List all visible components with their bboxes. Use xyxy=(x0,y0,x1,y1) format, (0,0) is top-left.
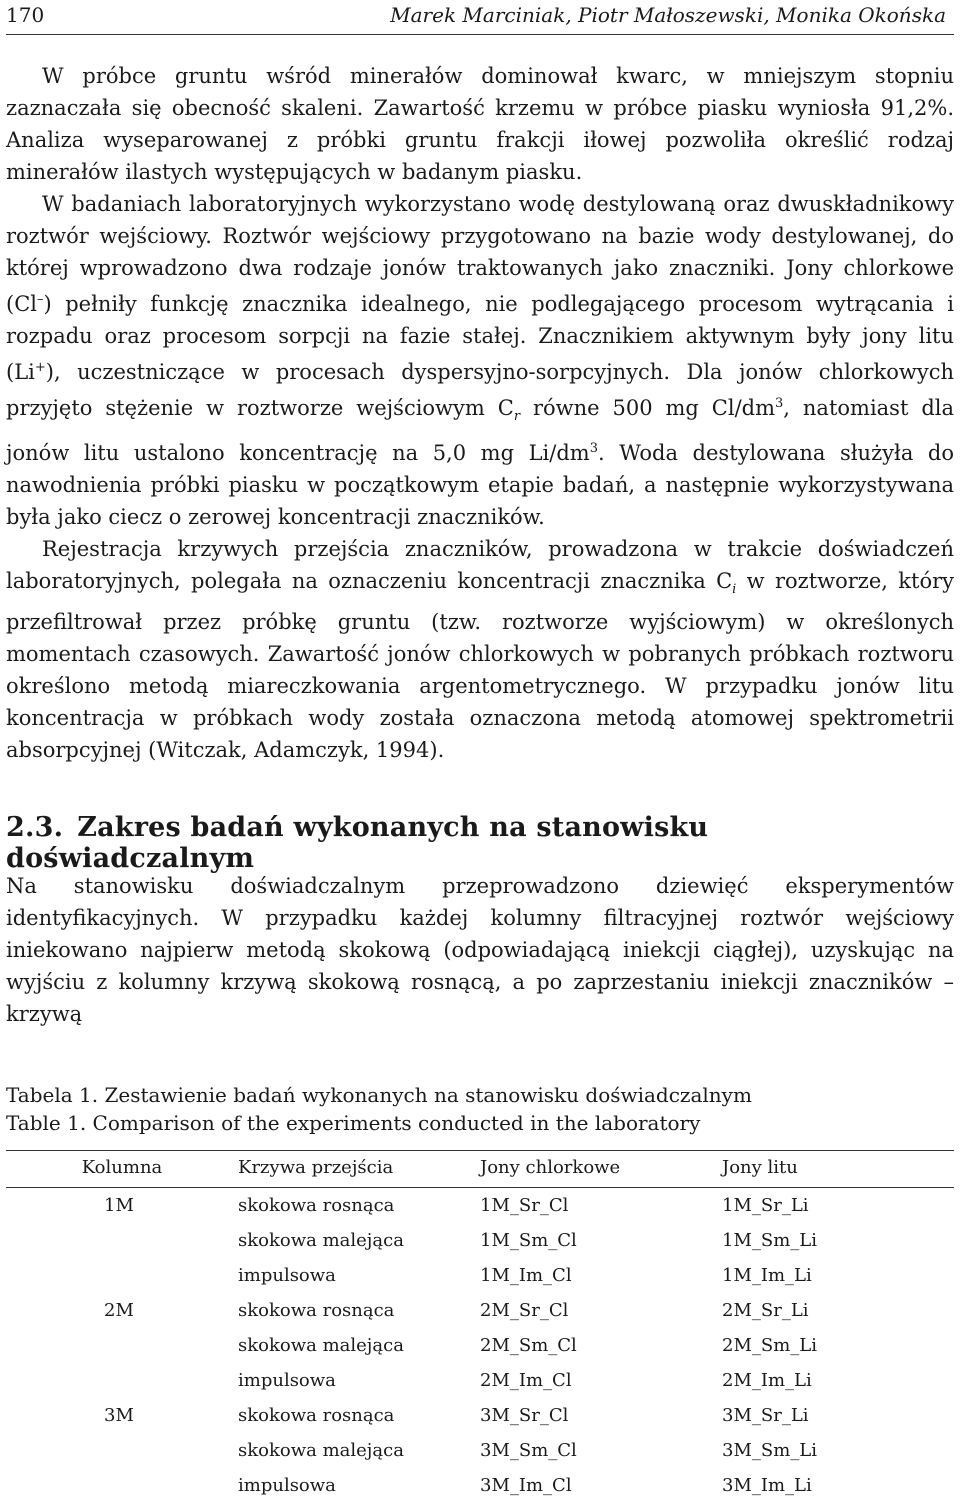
cell: 1M_Sm_Cl xyxy=(480,1230,577,1251)
text-run: , natomiast dla jonów litu ustalono koncentrację na 5,0 mg Li/dm xyxy=(6,396,954,466)
table-row xyxy=(6,1363,954,1398)
header-chlorkowe: Jony chlorkowe xyxy=(480,1151,722,1188)
superscript: 3 xyxy=(775,396,784,411)
cell xyxy=(6,1363,238,1398)
paragraph-minerals: W próbce gruntu wśród minerałów dominował kwarc, w mniejszym stopniu zaznaczała się obecność skaleni. Zawartość krzemu w próbce piasku wyniosła 91,2%. Analiza wyseparowanej z próbki gruntu frakcji iłowej pozwoliła określić rodzaj minerałów ilastych występujących w badanym piasku. xyxy=(6,64,954,184)
header-krzywa: Krzywa przejścia xyxy=(238,1151,480,1188)
cell: 2M_Sm_Cl xyxy=(480,1335,577,1356)
subscript: r xyxy=(513,409,521,425)
text-run: ) pełniły funkcję znacznika idealnego, nie podlegającego procesom wytrącania i rozpadu oraz procesom sorpcji na fazie stałej. Znacznikiem aktywnym były jony litu (Li xyxy=(6,292,954,384)
table-row xyxy=(6,1398,954,1433)
table-row xyxy=(6,1223,954,1258)
table-row xyxy=(6,1468,954,1503)
header-divider xyxy=(6,34,954,35)
cell: 2M_Sr_Li xyxy=(722,1300,809,1321)
paragraph-registration xyxy=(6,533,954,766)
cell: 2M xyxy=(104,1300,134,1321)
section-number: 2.3. xyxy=(6,812,64,843)
cell xyxy=(6,1258,238,1293)
paragraph-solutions xyxy=(6,188,954,533)
cell: skokowa rosnąca xyxy=(238,1300,395,1321)
cell: 3M_Sr_Cl xyxy=(480,1405,569,1426)
cell: 1M_Sr_Cl xyxy=(480,1195,569,1216)
section-heading xyxy=(6,812,960,874)
cell: 3M_Sm_Li xyxy=(722,1440,817,1461)
cell: 3M_Im_Cl xyxy=(480,1475,572,1496)
table-row xyxy=(6,1293,954,1328)
cell: 3M_Im_Li xyxy=(722,1475,812,1496)
table-row xyxy=(6,1328,954,1363)
text-run: w roztworze, który przefiltrował przez próbkę gruntu (tzw. roztworze wyjściowym) w określonych momentach czasowych. Zawartość jonów chlorkowych w pobranych próbkach roztworu określono metodą miareczkowania argentometrycznego. W przypadku jonów litu koncentracja w próbkach wody została oznaczona metodą atomowej spektrometrii absorpcyjnej (Witczak, Adamczyk, 1994). xyxy=(6,569,954,763)
cell xyxy=(6,1328,238,1363)
cell: 1M_Sm_Li xyxy=(722,1230,817,1251)
experiments-table xyxy=(6,1150,954,1503)
cell: 2M_Sm_Li xyxy=(722,1335,817,1356)
cell: 1M_Im_Li xyxy=(722,1265,812,1286)
page-number: 170 xyxy=(6,3,45,27)
running-head-authors: Marek Marciniak, Piotr Małoszewski, Monika Okońska xyxy=(390,3,946,27)
table-row xyxy=(6,1188,954,1224)
cell: 2M_Im_Cl xyxy=(480,1370,572,1391)
table-row xyxy=(6,1258,954,1293)
text-run: równe 500 mg Cl/dm xyxy=(520,396,776,420)
text-run: W badaniach laboratoryjnych wykorzystano wodę destylowaną oraz dwuskładnikowy roztwór wejściowy. Roztwór wejściowy przygotowano na bazie wody destylowanej, do której wprowadzono dwa rodzaje jonów traktowanych jako znaczniki. Jony chlorkowe (Cl xyxy=(6,192,954,316)
cell: impulsowa xyxy=(238,1475,336,1496)
body-text-lower xyxy=(6,870,954,1030)
page-header xyxy=(6,3,946,33)
cell: 2M_Im_Li xyxy=(722,1370,812,1391)
header-litu: Jony litu xyxy=(722,1151,954,1188)
cell: 1M_Im_Cl xyxy=(480,1265,572,1286)
cell: 3M xyxy=(104,1405,134,1426)
text-run: ), uczestniczące w procesach dyspersyjno-sorpcyjnych. Dla jonów chlorkowych przyjęto stężenie w roztworze wejściowym C xyxy=(6,360,954,420)
table-caption-pl: Tabela 1. Zestawienie badań wykonanych na stanowisku doświadczalnym xyxy=(6,1083,752,1107)
cell: skokowa malejąca xyxy=(238,1230,404,1251)
table-caption-en: Table 1. Comparison of the experiments conducted in the laboratory xyxy=(6,1111,701,1135)
superscript: 3 xyxy=(589,441,598,457)
superscript: + xyxy=(34,360,46,375)
cell: 1M_Sr_Li xyxy=(722,1195,809,1216)
section-title: Zakres badań wykonanych na stanowisku doświadczalnym xyxy=(6,812,709,874)
cell xyxy=(6,1433,238,1468)
cell: 3M_Sr_Li xyxy=(722,1405,809,1426)
text-run: . Woda destylowana służyła do nawodnienia próbki piasku w początkowym etapie badań, a następnie wykorzystywana była jako ciecz o zerowej koncentracji znaczników. xyxy=(6,441,954,530)
cell: impulsowa xyxy=(238,1265,336,1286)
subscript: i xyxy=(732,582,737,598)
cell: skokowa rosnąca xyxy=(238,1405,395,1426)
cell: skokowa rosnąca xyxy=(238,1195,395,1216)
cell: skokowa malejąca xyxy=(238,1440,404,1461)
cell: skokowa malejąca xyxy=(238,1335,404,1356)
cell xyxy=(6,1223,238,1258)
cell: impulsowa xyxy=(238,1370,336,1391)
cell: 2M_Sr_Cl xyxy=(480,1300,569,1321)
text-run: Rejestracja krzywych przejścia znaczników, prowadzona w trakcie doświadczeń laboratoryjnych, polegała na oznaczeniu koncentracji znacznika C xyxy=(6,537,954,594)
table-row xyxy=(6,1433,954,1468)
header-kolumna: Kolumna xyxy=(6,1151,238,1188)
cell xyxy=(6,1468,238,1503)
superscript: – xyxy=(36,292,44,307)
body-text-upper xyxy=(6,60,954,766)
cell: 3M_Sm_Cl xyxy=(480,1440,577,1461)
cell: 1M xyxy=(104,1195,134,1216)
paragraph-experiments: Na stanowisku doświadczalnym przeprowadzono dziewięć eksperymentów identyfikacyjnych. W przypadku każdej kolumny filtracyjnej roztwór wejściowy iniekowano najpierw metodą skokową (odpowiadającą iniekcji ciągłej), uzyskując na wyjściu z kolumny krzywą skokową rosnącą, a po zaprzestaniu iniekcji znaczników – krzywą xyxy=(6,874,954,1026)
